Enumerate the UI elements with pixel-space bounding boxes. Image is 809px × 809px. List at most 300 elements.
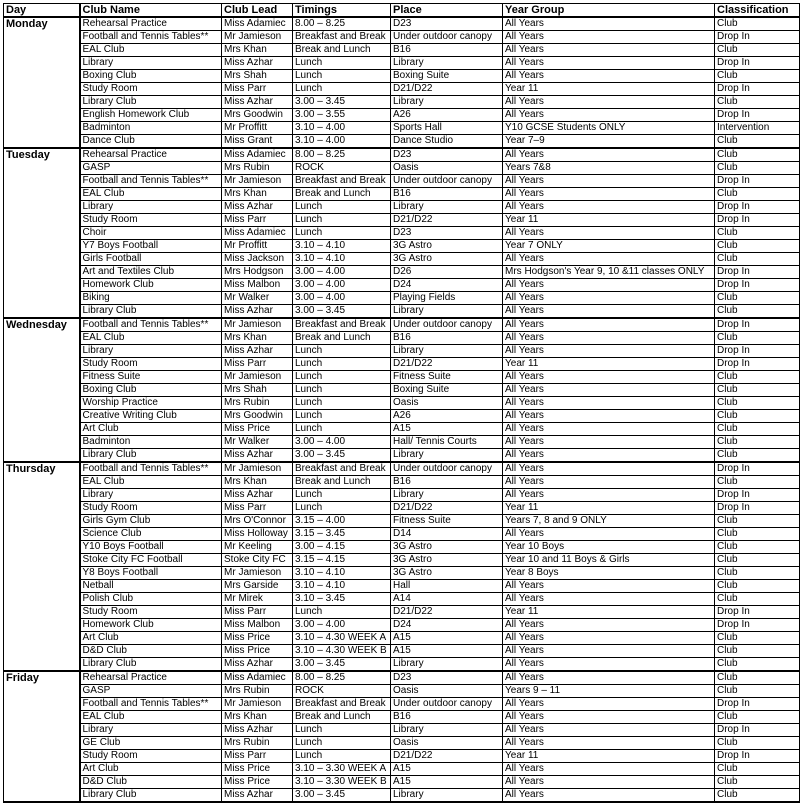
timings-cell: Breakfast and Break: [293, 318, 391, 332]
timings-cell: Lunch: [293, 384, 391, 397]
classification-cell: Drop In: [715, 201, 800, 214]
club-lead-cell: Miss Azhar: [222, 345, 293, 358]
classification-cell: Club: [715, 305, 800, 319]
timings-cell: 3.10 – 4.10: [293, 253, 391, 266]
club-lead-cell: Mr Jamieson: [222, 31, 293, 44]
classification-cell: Drop In: [715, 345, 800, 358]
club-lead-cell: Mrs Khan: [222, 476, 293, 489]
timings-cell: Breakfast and Break: [293, 175, 391, 188]
classification-cell: Club: [715, 148, 800, 162]
classification-cell: Drop In: [715, 83, 800, 96]
table-row: [4, 711, 800, 724]
year-group-cell: All Years: [503, 332, 715, 345]
club-lead-cell: Mr Jamieson: [222, 371, 293, 384]
club-name-cell: EAL Club: [80, 188, 222, 201]
place-cell: A14: [391, 593, 503, 606]
club-lead-cell: Mrs O'Connor: [222, 515, 293, 528]
place-cell: Boxing Suite: [391, 384, 503, 397]
year-group-cell: Year 7 ONLY: [503, 240, 715, 253]
table-row: [4, 384, 800, 397]
classification-cell: Club: [715, 188, 800, 201]
place-cell: Dance Studio: [391, 135, 503, 149]
club-name-cell: Library Club: [80, 658, 222, 672]
timings-cell: Lunch: [293, 489, 391, 502]
place-cell: 3G Astro: [391, 554, 503, 567]
classification-cell: Intervention: [715, 122, 800, 135]
table-row: [4, 109, 800, 122]
timings-cell: 3.00 – 4.00: [293, 279, 391, 292]
club-name-cell: EAL Club: [80, 332, 222, 345]
club-name-cell: Boxing Club: [80, 70, 222, 83]
year-group-cell: All Years: [503, 580, 715, 593]
place-cell: Under outdoor canopy: [391, 31, 503, 44]
table-row: [4, 698, 800, 711]
classification-cell: Drop In: [715, 502, 800, 515]
year-group-cell: All Years: [503, 462, 715, 476]
classification-cell: Drop In: [715, 358, 800, 371]
place-cell: 3G Astro: [391, 541, 503, 554]
club-lead-cell: Mrs Rubin: [222, 737, 293, 750]
classification-cell: Club: [715, 671, 800, 685]
timings-cell: 3.00 – 3.45: [293, 789, 391, 803]
club-lead-cell: Miss Price: [222, 763, 293, 776]
club-lead-cell: Mr Jamieson: [222, 318, 293, 332]
table-row: [4, 227, 800, 240]
classification-cell: Drop In: [715, 57, 800, 70]
club-name-cell: Girls Gym Club: [80, 515, 222, 528]
timings-cell: Break and Lunch: [293, 44, 391, 57]
club-name-cell: Art Club: [80, 632, 222, 645]
classification-cell: Club: [715, 685, 800, 698]
club-lead-cell: Stoke City FC: [222, 554, 293, 567]
classification-cell: Club: [715, 292, 800, 305]
table-row: [4, 70, 800, 83]
place-cell: A26: [391, 109, 503, 122]
timings-cell: 3.00 – 4.15: [293, 541, 391, 554]
timings-cell: Lunch: [293, 214, 391, 227]
year-group-cell: Year 11: [503, 214, 715, 227]
place-cell: D14: [391, 528, 503, 541]
place-cell: D21/D22: [391, 83, 503, 96]
year-group-cell: All Years: [503, 201, 715, 214]
club-name-cell: GE Club: [80, 737, 222, 750]
club-lead-cell: Miss Azhar: [222, 489, 293, 502]
day-cell: Friday: [4, 671, 80, 802]
club-lead-cell: Miss Azhar: [222, 789, 293, 803]
club-name-cell: Art and Textiles Club: [80, 266, 222, 279]
year-group-cell: All Years: [503, 449, 715, 463]
place-cell: D24: [391, 619, 503, 632]
timings-cell: 3.10 – 3.30 WEEK A: [293, 763, 391, 776]
place-cell: A15: [391, 776, 503, 789]
place-cell: A15: [391, 645, 503, 658]
year-group-cell: All Years: [503, 436, 715, 449]
club-name-cell: Badminton: [80, 436, 222, 449]
club-lead-cell: Miss Azhar: [222, 57, 293, 70]
table-row: [4, 632, 800, 645]
place-cell: Boxing Suite: [391, 70, 503, 83]
table-row: [4, 292, 800, 305]
timings-cell: 3.00 – 3.45: [293, 96, 391, 109]
header-club-name: Club Name: [80, 4, 222, 18]
club-lead-cell: Mrs Khan: [222, 44, 293, 57]
table-row: [4, 305, 800, 319]
club-lead-cell: Mrs Khan: [222, 332, 293, 345]
year-group-cell: All Years: [503, 279, 715, 292]
place-cell: Library: [391, 489, 503, 502]
classification-cell: Club: [715, 96, 800, 109]
timings-cell: Lunch: [293, 345, 391, 358]
club-name-cell: Girls Football: [80, 253, 222, 266]
club-lead-cell: Mrs Goodwin: [222, 109, 293, 122]
club-lead-cell: Mr Jamieson: [222, 175, 293, 188]
place-cell: B16: [391, 476, 503, 489]
club-name-cell: Library Club: [80, 449, 222, 463]
table-row: [4, 750, 800, 763]
classification-cell: Club: [715, 371, 800, 384]
year-group-cell: All Years: [503, 109, 715, 122]
table-row: [4, 96, 800, 109]
table-row: [4, 83, 800, 96]
table-row: [4, 397, 800, 410]
table-row: [4, 619, 800, 632]
header-classification: Classification: [715, 4, 800, 18]
timings-cell: Breakfast and Break: [293, 462, 391, 476]
year-group-cell: All Years: [503, 253, 715, 266]
year-group-cell: Year 10 Boys: [503, 541, 715, 554]
club-name-cell: Dance Club: [80, 135, 222, 149]
place-cell: D21/D22: [391, 358, 503, 371]
place-cell: Library: [391, 789, 503, 803]
club-name-cell: Fitness Suite: [80, 371, 222, 384]
table-row: [4, 201, 800, 214]
timings-cell: 8.00 – 8.25: [293, 671, 391, 685]
place-cell: A15: [391, 423, 503, 436]
year-group-cell: All Years: [503, 31, 715, 44]
year-group-cell: Years 9 – 11: [503, 685, 715, 698]
place-cell: Under outdoor canopy: [391, 318, 503, 332]
table-row: [4, 671, 800, 685]
club-lead-cell: Miss Azhar: [222, 201, 293, 214]
club-lead-cell: Miss Malbon: [222, 619, 293, 632]
year-group-cell: All Years: [503, 619, 715, 632]
table-row: [4, 266, 800, 279]
club-lead-cell: Mrs Goodwin: [222, 410, 293, 423]
place-cell: Hall/ Tennis Courts: [391, 436, 503, 449]
table-row: [4, 489, 800, 502]
club-name-cell: Biking: [80, 292, 222, 305]
place-cell: Under outdoor canopy: [391, 175, 503, 188]
classification-cell: Club: [715, 135, 800, 149]
club-name-cell: Creative Writing Club: [80, 410, 222, 423]
place-cell: A26: [391, 410, 503, 423]
timings-cell: 3.10 – 4.10: [293, 567, 391, 580]
table-row: [4, 776, 800, 789]
classification-cell: Drop In: [715, 489, 800, 502]
club-name-cell: Homework Club: [80, 619, 222, 632]
classification-cell: Club: [715, 449, 800, 463]
timings-cell: Break and Lunch: [293, 711, 391, 724]
timings-cell: 3.00 – 3.55: [293, 109, 391, 122]
year-group-cell: All Years: [503, 658, 715, 672]
place-cell: B16: [391, 188, 503, 201]
club-lead-cell: Miss Parr: [222, 502, 293, 515]
timings-cell: Lunch: [293, 201, 391, 214]
year-group-cell: All Years: [503, 671, 715, 685]
club-lead-cell: Miss Parr: [222, 358, 293, 371]
place-cell: A15: [391, 632, 503, 645]
timings-cell: Lunch: [293, 502, 391, 515]
table-row: [4, 685, 800, 698]
year-group-cell: Year 11: [503, 83, 715, 96]
table-row: [4, 122, 800, 135]
club-lead-cell: Mrs Khan: [222, 188, 293, 201]
club-name-cell: Art Club: [80, 763, 222, 776]
classification-cell: Drop In: [715, 175, 800, 188]
table-row: [4, 162, 800, 175]
club-name-cell: GASP: [80, 162, 222, 175]
header-timings: Timings: [293, 4, 391, 18]
club-lead-cell: Miss Parr: [222, 214, 293, 227]
year-group-cell: All Years: [503, 305, 715, 319]
club-lead-cell: Miss Adamiec: [222, 227, 293, 240]
classification-cell: Drop In: [715, 698, 800, 711]
place-cell: A15: [391, 763, 503, 776]
table-row: [4, 593, 800, 606]
club-name-cell: Rehearsal Practice: [80, 148, 222, 162]
club-lead-cell: Miss Price: [222, 423, 293, 436]
header-day: Day: [4, 4, 80, 18]
club-name-cell: EAL Club: [80, 711, 222, 724]
table-row: [4, 345, 800, 358]
timings-cell: Break and Lunch: [293, 188, 391, 201]
year-group-cell: All Years: [503, 227, 715, 240]
club-name-cell: Football and Tennis Tables**: [80, 462, 222, 476]
header-place: Place: [391, 4, 503, 18]
table-row: [4, 44, 800, 57]
table-row: [4, 554, 800, 567]
timings-cell: Lunch: [293, 83, 391, 96]
classification-cell: Club: [715, 711, 800, 724]
classification-cell: Drop In: [715, 750, 800, 763]
place-cell: B16: [391, 332, 503, 345]
club-name-cell: Choir: [80, 227, 222, 240]
place-cell: Library: [391, 305, 503, 319]
year-group-cell: All Years: [503, 423, 715, 436]
table-row: [4, 606, 800, 619]
timings-cell: Lunch: [293, 737, 391, 750]
classification-cell: Club: [715, 240, 800, 253]
club-name-cell: Library Club: [80, 96, 222, 109]
club-lead-cell: Miss Adamiec: [222, 17, 293, 31]
table-row: [4, 358, 800, 371]
classification-cell: Drop In: [715, 606, 800, 619]
year-group-cell: All Years: [503, 645, 715, 658]
place-cell: D21/D22: [391, 606, 503, 619]
place-cell: D23: [391, 17, 503, 31]
timings-cell: Lunch: [293, 227, 391, 240]
timings-cell: 8.00 – 8.25: [293, 17, 391, 31]
club-lead-cell: Miss Azhar: [222, 96, 293, 109]
timings-cell: 3.00 – 3.45: [293, 305, 391, 319]
club-lead-cell: Mrs Khan: [222, 711, 293, 724]
year-group-cell: All Years: [503, 57, 715, 70]
club-name-cell: Library: [80, 345, 222, 358]
timings-cell: Lunch: [293, 410, 391, 423]
classification-cell: Drop In: [715, 318, 800, 332]
year-group-cell: All Years: [503, 397, 715, 410]
timings-cell: Breakfast and Break: [293, 698, 391, 711]
classification-cell: Club: [715, 17, 800, 31]
place-cell: D24: [391, 279, 503, 292]
place-cell: Under outdoor canopy: [391, 462, 503, 476]
year-group-cell: All Years: [503, 476, 715, 489]
classification-cell: Club: [715, 162, 800, 175]
place-cell: Library: [391, 724, 503, 737]
place-cell: Library: [391, 449, 503, 463]
club-name-cell: Study Room: [80, 214, 222, 227]
year-group-cell: All Years: [503, 776, 715, 789]
day-cell: Monday: [4, 17, 80, 148]
club-name-cell: Football and Tennis Tables**: [80, 698, 222, 711]
table-row: [4, 148, 800, 162]
place-cell: Library: [391, 96, 503, 109]
table-row: [4, 580, 800, 593]
table-row: [4, 476, 800, 489]
year-group-cell: All Years: [503, 711, 715, 724]
club-name-cell: Study Room: [80, 750, 222, 763]
club-name-cell: Rehearsal Practice: [80, 17, 222, 31]
club-name-cell: Football and Tennis Tables**: [80, 318, 222, 332]
club-name-cell: EAL Club: [80, 44, 222, 57]
year-group-cell: All Years: [503, 148, 715, 162]
club-name-cell: Library: [80, 201, 222, 214]
classification-cell: Club: [715, 776, 800, 789]
year-group-cell: Year 7–9: [503, 135, 715, 149]
club-name-cell: Study Room: [80, 502, 222, 515]
club-lead-cell: Miss Azhar: [222, 305, 293, 319]
table-row: [4, 658, 800, 672]
classification-cell: Club: [715, 397, 800, 410]
place-cell: D21/D22: [391, 502, 503, 515]
place-cell: D23: [391, 148, 503, 162]
classification-cell: Drop In: [715, 266, 800, 279]
club-name-cell: Study Room: [80, 606, 222, 619]
club-name-cell: Library: [80, 489, 222, 502]
club-name-cell: EAL Club: [80, 476, 222, 489]
club-lead-cell: Miss Adamiec: [222, 148, 293, 162]
classification-cell: Club: [715, 436, 800, 449]
place-cell: Library: [391, 201, 503, 214]
timings-cell: 3.10 – 4.00: [293, 122, 391, 135]
place-cell: Oasis: [391, 737, 503, 750]
place-cell: Library: [391, 345, 503, 358]
table-row: [4, 515, 800, 528]
timings-cell: 3.15 – 4.00: [293, 515, 391, 528]
timings-cell: 3.10 – 4.10: [293, 240, 391, 253]
classification-cell: Club: [715, 44, 800, 57]
classification-cell: Club: [715, 567, 800, 580]
year-group-cell: All Years: [503, 593, 715, 606]
timings-cell: Lunch: [293, 423, 391, 436]
club-lead-cell: Mrs Garside: [222, 580, 293, 593]
club-name-cell: Library: [80, 724, 222, 737]
classification-cell: Drop In: [715, 462, 800, 476]
year-group-cell: Year 11: [503, 358, 715, 371]
classification-cell: Club: [715, 541, 800, 554]
classification-cell: Club: [715, 554, 800, 567]
year-group-cell: Mrs Hodgson's Year 9, 10 &11 classes ONLY: [503, 266, 715, 279]
classification-cell: Club: [715, 737, 800, 750]
place-cell: D21/D22: [391, 214, 503, 227]
year-group-cell: All Years: [503, 698, 715, 711]
year-group-cell: All Years: [503, 789, 715, 803]
table-row: [4, 449, 800, 463]
club-lead-cell: Miss Grant: [222, 135, 293, 149]
year-group-cell: Y10 GCSE Students ONLY: [503, 122, 715, 135]
club-lead-cell: Miss Parr: [222, 83, 293, 96]
table-row: [4, 175, 800, 188]
table-row: [4, 423, 800, 436]
classification-cell: Club: [715, 789, 800, 803]
table-row: [4, 214, 800, 227]
year-group-cell: All Years: [503, 384, 715, 397]
place-cell: Library: [391, 57, 503, 70]
club-lead-cell: Miss Parr: [222, 750, 293, 763]
table-row: [4, 57, 800, 70]
table-row: [4, 724, 800, 737]
club-lead-cell: Miss Price: [222, 776, 293, 789]
year-group-cell: All Years: [503, 632, 715, 645]
club-name-cell: Science Club: [80, 528, 222, 541]
classification-cell: Drop In: [715, 214, 800, 227]
classification-cell: Club: [715, 528, 800, 541]
place-cell: 3G Astro: [391, 240, 503, 253]
year-group-cell: All Years: [503, 345, 715, 358]
club-lead-cell: Mr Proffitt: [222, 240, 293, 253]
table-row: [4, 567, 800, 580]
day-cell: Thursday: [4, 462, 80, 671]
header-row: [4, 4, 800, 18]
club-timetable: [3, 3, 800, 803]
club-name-cell: Football and Tennis Tables**: [80, 31, 222, 44]
classification-cell: Drop In: [715, 279, 800, 292]
club-name-cell: Netball: [80, 580, 222, 593]
club-name-cell: Library Club: [80, 789, 222, 803]
club-name-cell: English Homework Club: [80, 109, 222, 122]
place-cell: Oasis: [391, 685, 503, 698]
timings-cell: Lunch: [293, 724, 391, 737]
table-row: [4, 528, 800, 541]
club-name-cell: Polish Club: [80, 593, 222, 606]
classification-cell: Club: [715, 632, 800, 645]
place-cell: D26: [391, 266, 503, 279]
classification-cell: Club: [715, 658, 800, 672]
place-cell: Sports Hall: [391, 122, 503, 135]
year-group-cell: All Years: [503, 763, 715, 776]
table-row: [4, 31, 800, 44]
timings-cell: Lunch: [293, 57, 391, 70]
table-row: [4, 763, 800, 776]
timings-cell: 3.15 – 3.45: [293, 528, 391, 541]
place-cell: 3G Astro: [391, 253, 503, 266]
club-name-cell: Art Club: [80, 423, 222, 436]
club-name-cell: Stoke City FC Football: [80, 554, 222, 567]
year-group-cell: All Years: [503, 489, 715, 502]
club-lead-cell: Mrs Shah: [222, 384, 293, 397]
club-name-cell: Study Room: [80, 358, 222, 371]
club-name-cell: Y7 Boys Football: [80, 240, 222, 253]
